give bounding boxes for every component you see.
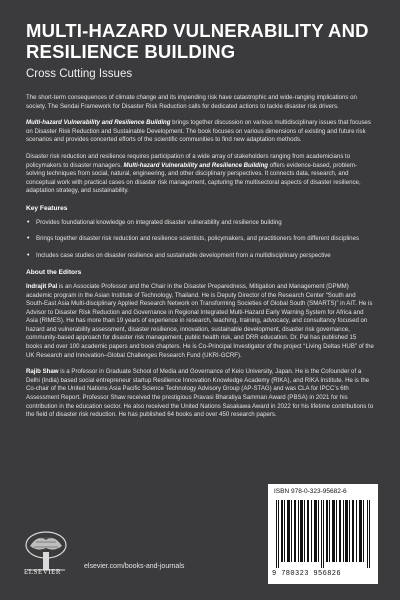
book-subtitle: Cross Cutting Issues: [26, 68, 133, 80]
about-editors-heading: About the Editors: [26, 269, 82, 277]
stakeholders-paragraph: [26, 153, 374, 196]
book-title-inline-2: Multi-hazard Vulnerability and Resilience Building: [123, 161, 269, 169]
publisher-url[interactable]: elsevier.com/books-and-journals: [84, 563, 185, 570]
barcode-icon: [274, 500, 372, 568]
key-features-list: [26, 219, 374, 261]
cover-text: [26, 94, 374, 428]
stakeholders-text-1: Disaster risk reduction and resilience requires participation of a wide array of stakeholders ranging from academicians to policymakers to disaster managers.: [26, 152, 351, 169]
description-text: brings together discussion on various multidisciplinary issues that focuses on Disaster Risk Reduction and Sustainable Development. The book focuses on various dimensions of existing and future risk scenarios and provides concerted efforts of the scientific communities to find new adaptation methods.: [26, 119, 371, 144]
editor-name: Rajib Shaw: [26, 368, 59, 376]
editor-bio-pal: [26, 283, 374, 360]
isbn-barcode-box: [268, 484, 378, 584]
key-features-heading: Key Features: [26, 204, 68, 212]
stakeholders-text-2: offers evidence-based, problem-solving techniques from social, natural, engineering, and other disciplinary perspectives. It connects data, research, and conceptual work with practical cases on disaster risk management, capturing the multisectoral aspects of disaster resilience, adaptation strategy, and sustainability.: [26, 161, 361, 195]
key-feature-item: • Provides foundational knowledge on integrated disaster vulnerability and resilience building: [26, 219, 374, 228]
editor-bio-text: is an Associate Professor and the Chair in the Disaster Preparedness, Mitigation and Management (DPMM) academic program in the Asian Institute of Technology, Thailand. He is Deputy Director of the Research Center “South and South-East Asia Multi-disciplinary Applied Research Network on Transforming Societies of Global South (SMARTS)” in AIT. He is Advisor to Disaster Risk Reduction and Governance in Regional Integrated Multi-Hazard Early Warning System for Africa and Asia (RIMES). He has more than 19 years of experience in research, teaching, training, advocacy, and consultancy focused on hazard and vulnerability assessment, disaster resilience, innovation, sustainable development, disaster risk governance, community-based approach for disaster risk management, public health risk, and DRR education. Dr. Pal has published 15 books and over 100 academic papers and book chapters. He is Co-Principal Investigator of the project “Living Deltas HUB” of the UK Research and Innovation–Global Challenges Research Fund (UKRI-GCRF).: [26, 282, 374, 359]
isbn-label: ISBN 978-0-323-95682-6: [274, 488, 347, 495]
elsevier-wordmark: ELSEVIER: [24, 568, 62, 576]
editor-bio-text: is a Professor in Graduate School of Media and Governance of Keio University, Japan. He is the Cofounder of a Delhi (India) based social entrepreneur startup Resilience Innovation Knowledge Academy (RIKA), and RIKA Institute. He is the Co-chair of the United Nations Asia Pacific Science Technology Advisory Group (AP-STAG) and was CLA for IPCC’s 6th Assessment Report. Professor Shaw received the prestigious Pravasi Bharatiya Samman Award (PBSA) in 2021 for his contribution in the education sector. He also received the United Nations Sasakawa Award in 2022 for his lifetime contributions to the field of disaster risk reduction. He has published 64 books and over 450 research papers.: [26, 368, 374, 419]
barcode-digits: 9 780323 956826: [272, 570, 342, 578]
key-feature-item: • Includes case studies on disaster resilience and sustainable development from a multidisciplinary perspective: [26, 252, 374, 261]
key-feature-item: • Brings together disaster risk reduction and resilience scientists, policymakers, and practitioners from different disciplines: [26, 235, 374, 244]
editor-name: Indrajit Pal: [26, 282, 58, 290]
intro-paragraph: The short-term consequences of climate change and its impending risk have catastrophic and wide-ranging implications on society. The Sendai Framework for Disaster Risk Reduction calls for dedicated actions to tackle disaster risk drivers.: [26, 94, 357, 110]
book-title: MULTI-HAZARD VULNERABILITY AND RESILIENCE BUILDING: [26, 20, 369, 62]
description-paragraph: [26, 119, 374, 145]
book-title-inline: Multi-hazard Vulnerability and Resilience Building: [26, 119, 171, 127]
editor-bio-shaw: [26, 368, 374, 420]
